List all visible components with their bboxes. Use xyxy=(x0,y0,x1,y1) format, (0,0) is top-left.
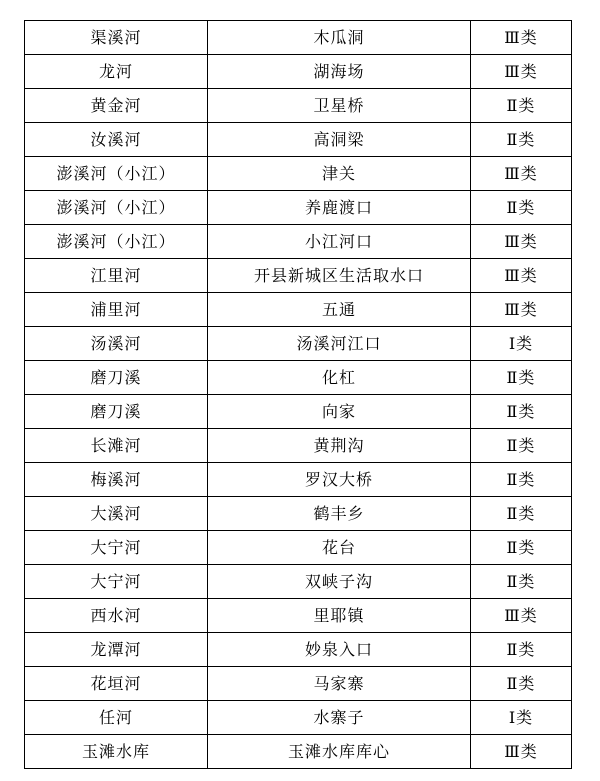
river-name-cell: 大宁河 xyxy=(25,531,208,565)
water-class-cell: Ⅲ类 xyxy=(471,157,572,191)
water-class-cell: Ⅱ类 xyxy=(471,395,572,429)
section-name-cell: 向家 xyxy=(208,395,471,429)
water-class-cell: Ⅲ类 xyxy=(471,735,572,769)
section-name-cell: 卫星桥 xyxy=(208,89,471,123)
water-class-cell: Ⅱ类 xyxy=(471,565,572,599)
section-name-cell: 湖海场 xyxy=(208,55,471,89)
water-class-cell: Ⅱ类 xyxy=(471,89,572,123)
table-row xyxy=(25,429,572,463)
water-class-cell: Ⅱ类 xyxy=(471,429,572,463)
river-name-cell: 渠溪河 xyxy=(25,21,208,55)
section-name-cell: 五通 xyxy=(208,293,471,327)
water-class-cell: Ⅱ类 xyxy=(471,531,572,565)
river-name-cell: 磨刀溪 xyxy=(25,395,208,429)
table-row xyxy=(25,89,572,123)
section-name-cell: 黄荆沟 xyxy=(208,429,471,463)
water-class-cell: Ⅱ类 xyxy=(471,123,572,157)
river-name-cell: 磨刀溪 xyxy=(25,361,208,395)
table-row xyxy=(25,667,572,701)
table-row xyxy=(25,701,572,735)
water-class-cell: Ⅲ类 xyxy=(471,293,572,327)
river-name-cell: 花垣河 xyxy=(25,667,208,701)
water-quality-table xyxy=(24,20,572,769)
section-name-cell: 妙泉入口 xyxy=(208,633,471,667)
section-name-cell: 汤溪河江口 xyxy=(208,327,471,361)
table-row xyxy=(25,123,572,157)
river-name-cell: 浦里河 xyxy=(25,293,208,327)
section-name-cell: 玉滩水库库心 xyxy=(208,735,471,769)
river-name-cell: 龙河 xyxy=(25,55,208,89)
section-name-cell: 水寨子 xyxy=(208,701,471,735)
water-class-cell: Ⅲ类 xyxy=(471,55,572,89)
section-name-cell: 高洞梁 xyxy=(208,123,471,157)
table-row xyxy=(25,633,572,667)
water-class-cell: Ⅰ类 xyxy=(471,701,572,735)
table-row xyxy=(25,565,572,599)
water-class-cell: Ⅱ类 xyxy=(471,361,572,395)
table-row xyxy=(25,395,572,429)
river-name-cell: 玉滩水库 xyxy=(25,735,208,769)
table-row xyxy=(25,463,572,497)
river-name-cell: 长滩河 xyxy=(25,429,208,463)
table-row xyxy=(25,735,572,769)
table-row xyxy=(25,327,572,361)
section-name-cell: 养鹿渡口 xyxy=(208,191,471,225)
section-name-cell: 双峡子沟 xyxy=(208,565,471,599)
water-class-cell: Ⅲ类 xyxy=(471,21,572,55)
water-class-cell: Ⅲ类 xyxy=(471,225,572,259)
table-row xyxy=(25,55,572,89)
river-name-cell: 江里河 xyxy=(25,259,208,293)
table-row xyxy=(25,497,572,531)
table-row xyxy=(25,599,572,633)
water-class-cell: Ⅲ类 xyxy=(471,259,572,293)
section-name-cell: 罗汉大桥 xyxy=(208,463,471,497)
section-name-cell: 化杠 xyxy=(208,361,471,395)
water-class-cell: Ⅱ类 xyxy=(471,191,572,225)
table-row xyxy=(25,259,572,293)
river-name-cell: 澎溪河（小江） xyxy=(25,157,208,191)
table-row xyxy=(25,157,572,191)
section-name-cell: 小江河口 xyxy=(208,225,471,259)
table-row xyxy=(25,225,572,259)
table-row xyxy=(25,293,572,327)
section-name-cell: 鹤丰乡 xyxy=(208,497,471,531)
river-name-cell: 梅溪河 xyxy=(25,463,208,497)
river-name-cell: 汝溪河 xyxy=(25,123,208,157)
section-name-cell: 马家寨 xyxy=(208,667,471,701)
river-name-cell: 龙潭河 xyxy=(25,633,208,667)
section-name-cell: 开县新城区生活取水口 xyxy=(208,259,471,293)
water-class-cell: Ⅱ类 xyxy=(471,463,572,497)
section-name-cell: 津关 xyxy=(208,157,471,191)
river-name-cell: 任河 xyxy=(25,701,208,735)
water-class-cell: Ⅲ类 xyxy=(471,599,572,633)
water-class-cell: Ⅱ类 xyxy=(471,497,572,531)
water-class-cell: Ⅱ类 xyxy=(471,633,572,667)
table-row xyxy=(25,361,572,395)
table-body xyxy=(25,21,572,769)
table-row xyxy=(25,21,572,55)
river-name-cell: 西水河 xyxy=(25,599,208,633)
water-class-cell: Ⅱ类 xyxy=(471,667,572,701)
water-class-cell: Ⅰ类 xyxy=(471,327,572,361)
table-row xyxy=(25,191,572,225)
river-name-cell: 澎溪河（小江） xyxy=(25,191,208,225)
section-name-cell: 里耶镇 xyxy=(208,599,471,633)
river-name-cell: 澎溪河（小江） xyxy=(25,225,208,259)
river-name-cell: 大溪河 xyxy=(25,497,208,531)
river-name-cell: 汤溪河 xyxy=(25,327,208,361)
river-name-cell: 黄金河 xyxy=(25,89,208,123)
river-name-cell: 大宁河 xyxy=(25,565,208,599)
table-row xyxy=(25,531,572,565)
section-name-cell: 木瓜洞 xyxy=(208,21,471,55)
section-name-cell: 花台 xyxy=(208,531,471,565)
